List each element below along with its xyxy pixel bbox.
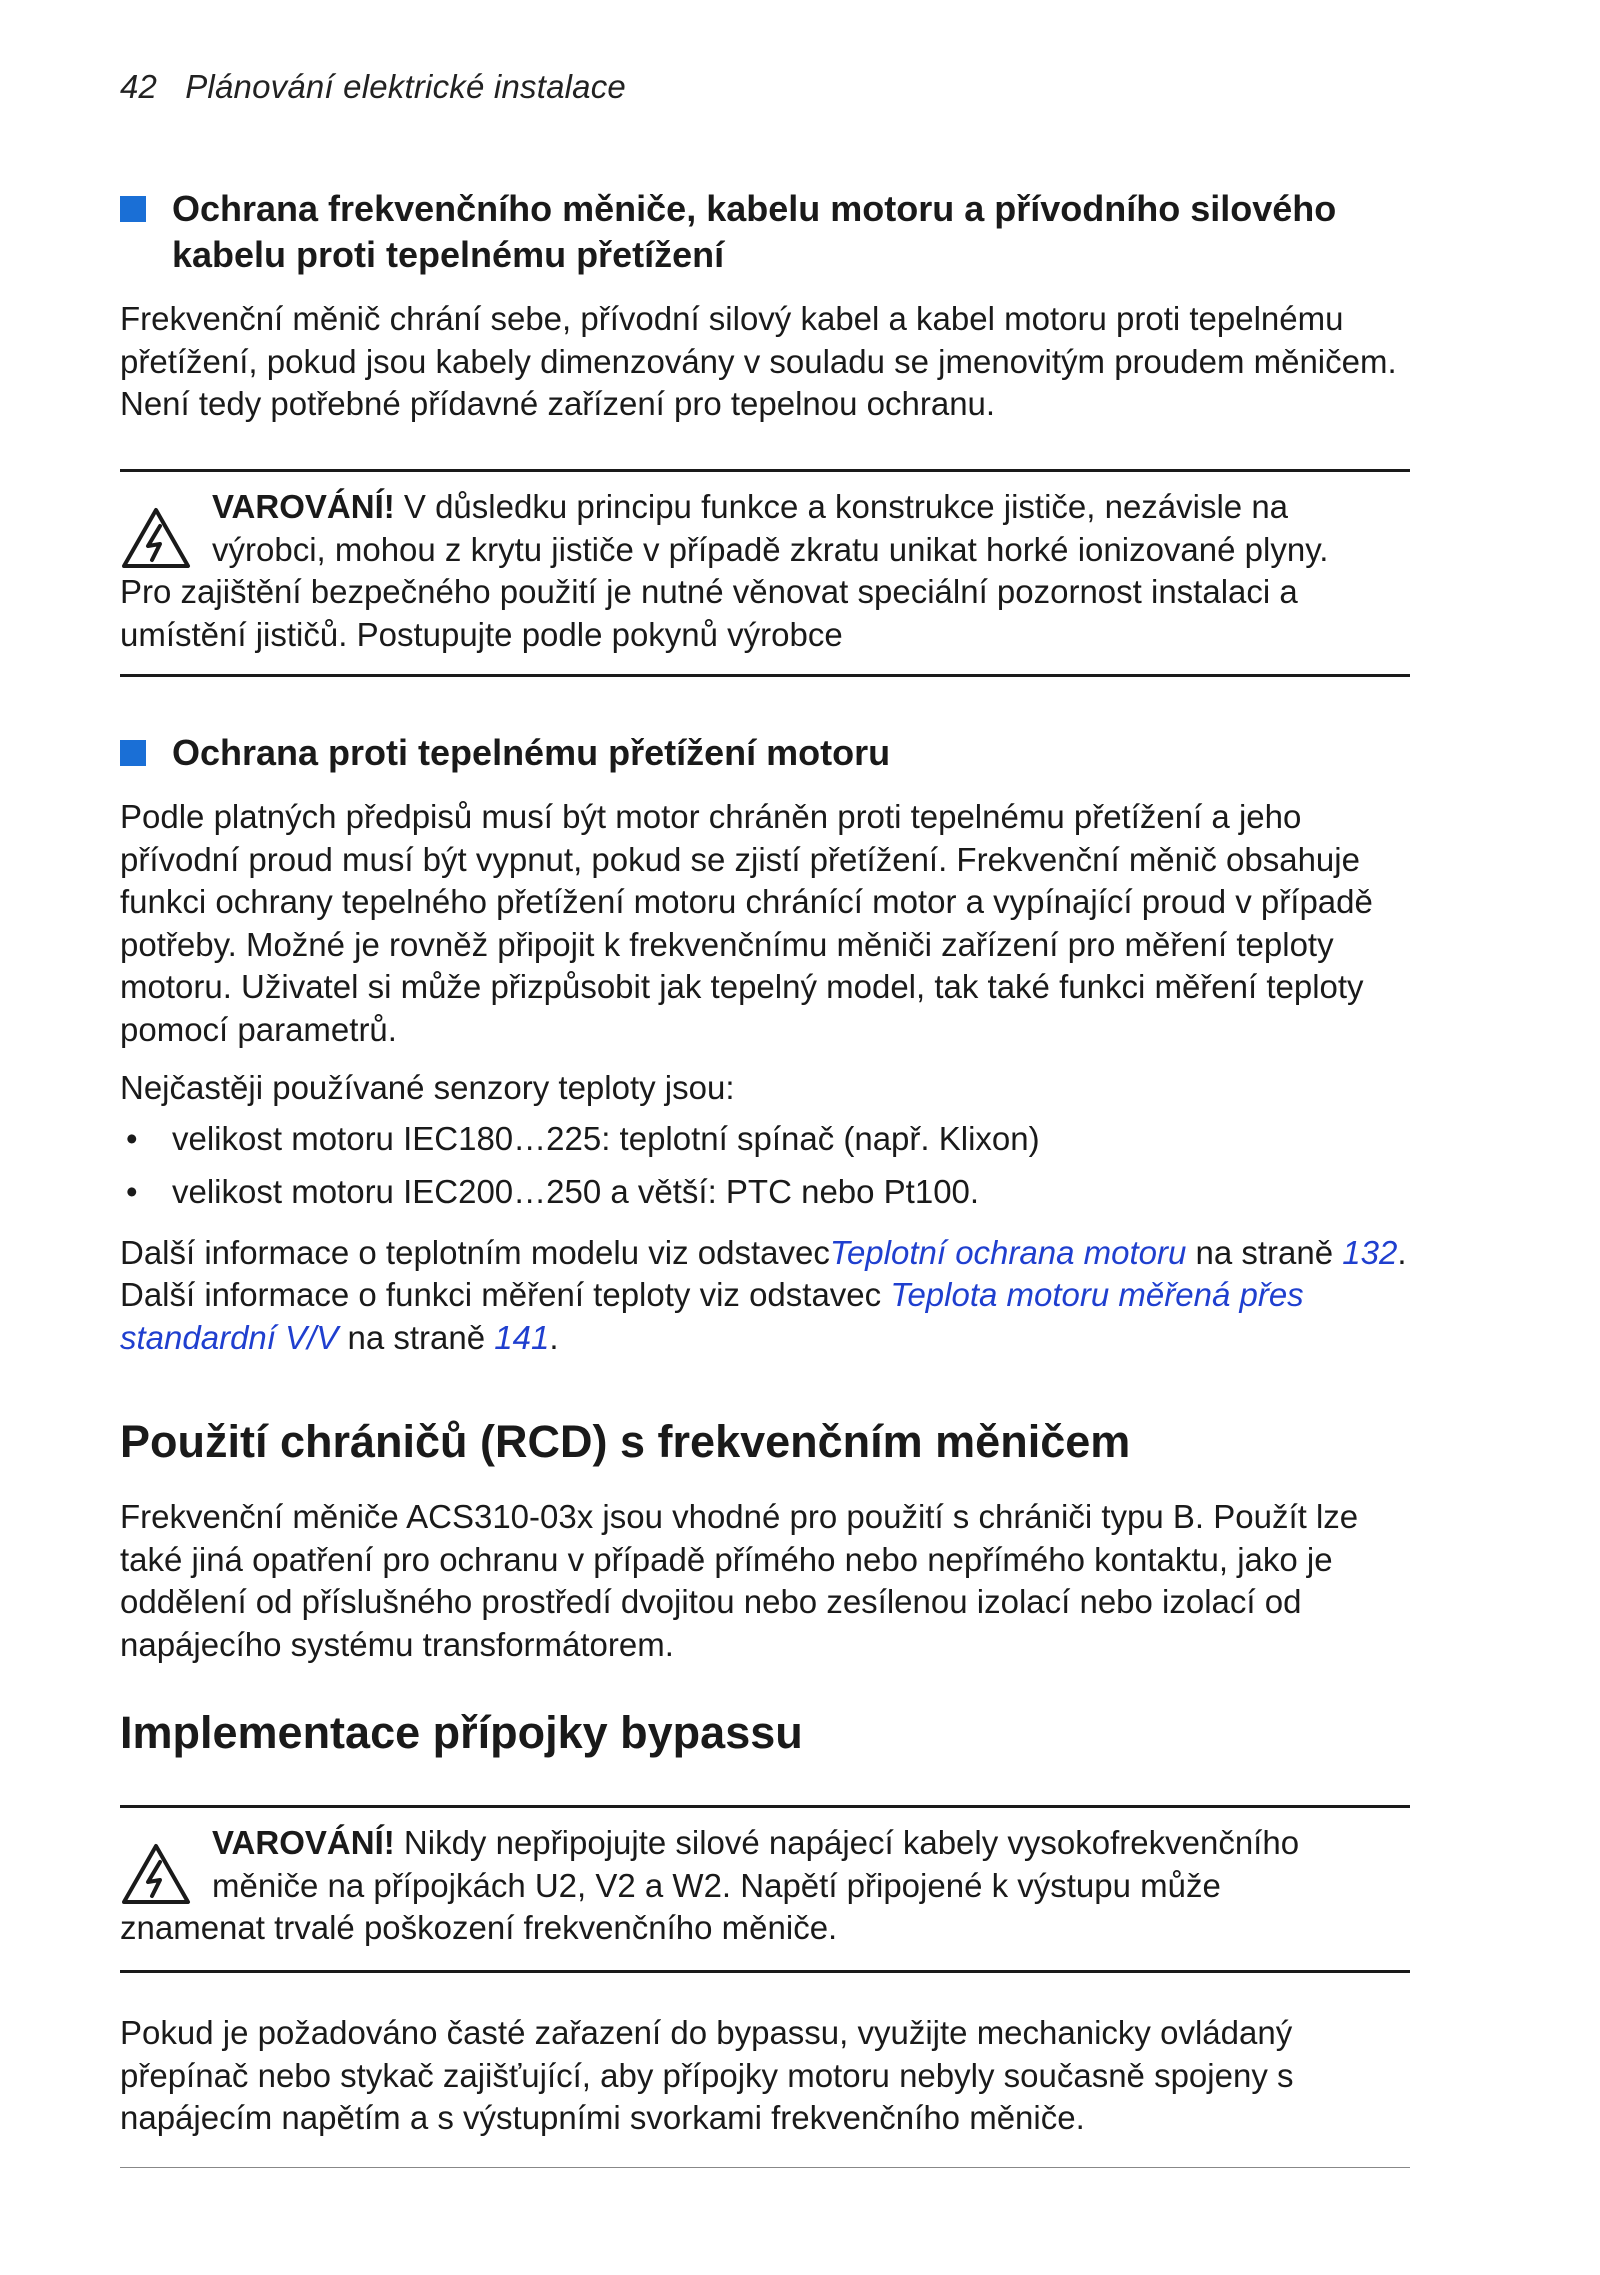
warning-box <box>120 1822 1410 1950</box>
page-bottom-rule <box>120 2167 1410 2168</box>
link-motor-temperature[interactable]: Teplota motoru měřená přes standardní V/V <box>120 1276 1304 1356</box>
warning-text: VAROVÁNÍ! V důsledku principu funkce a konstrukce jističe, nezávisle na výrobci, mohou z krytu jističe v případě zkratu unikat horké ionizované plyny. <box>212 488 1329 568</box>
section-paragraph: Frekvenční měnič chrání sebe, přívodní silový kabel a kabel motoru proti tepelnému přetížení, pokud jsou kabely dimenzovány v souladu se jmenovitým proudem měničem. Není tedy potřebné přídavné zařízení pro tepelnou ochranu. <box>120 300 1397 422</box>
section-bypass <box>120 1705 1410 1761</box>
warning-label: VAROVÁNÍ! <box>212 488 395 525</box>
link-page-132[interactable]: 132 <box>1342 1233 1398 1271</box>
section-heading: Implementace přípojky bypassu <box>120 1707 803 1758</box>
warning-triangle-icon <box>120 1842 192 1906</box>
warning-bottom-rule <box>120 674 1410 677</box>
list-item: • velikost motoru IEC200…250 a větší: PTC nebo Pt100. <box>120 1165 1410 1218</box>
chapter-title: Plánování elektrické instalace <box>185 68 626 105</box>
warning-top-rule <box>120 469 1410 472</box>
page-number: 42 <box>120 68 158 105</box>
more-info-paragraph: Další informace o teplotním modelu viz odstavecTeplotní ochrana motoru na straně 132. Další informace o funkci měření teploty viz odstavec Teplota motoru měřená přes standardní V/V na straně 141. <box>120 1233 1407 1356</box>
section-heading: Použití chráničů (RCD) s frekvenčním měničem <box>120 1416 1131 1467</box>
warning-top-rule <box>120 1805 1410 1808</box>
sensors-intro: Nejčastěji používané senzory teploty jsou: <box>120 1069 735 1106</box>
section-paragraph: Frekvenční měniče ACS310-03x jsou vhodné pro použití s chrániči typu B. Použít lze také jiná opatření pro ochranu v případě přímého nebo nepřímého kontaktu, jako je oddělení od příslušného prostředí dvojitou nebo zesílenou izolací nebo izolací od napájecího systému transformátorem. <box>120 1498 1359 1663</box>
section-paragraph: Podle platných předpisů musí být motor chráněn proti tepelnému přetížení a jeho přívodní proud musí být vypnut, pokud se zjistí přetížení. Frekvenční měnič obsahuje funkci ochrany tepelného přetížení motoru chránící motor a vypínající proud v případě potřeby. Možné je rovněž připojit k frekvenčnímu měniči zařízení pro měření teploty motoru. Uživatel si může přizpůsobit jak tepelný model, tak také funkci měření teploty pomocí parametrů. <box>120 798 1373 1048</box>
section-heading: Ochrana proti tepelnému přetížení motoru <box>120 730 1410 776</box>
warning-text-continued: znamenat trvalé poškození frekvenčního měniče. <box>120 1909 838 1946</box>
bypass-paragraph-block <box>120 2012 1410 2140</box>
section-rcd <box>120 1414 1410 1666</box>
warning-label: VAROVÁNÍ! <box>212 1824 395 1861</box>
link-thermal-protection[interactable]: Teplotní ochrana motoru <box>829 1233 1187 1271</box>
link-page-141[interactable]: 141 <box>494 1318 550 1356</box>
running-header <box>120 68 626 106</box>
section-thermal-protection-drive <box>120 186 1410 426</box>
warning-text-continued: Pro zajištění bezpečného použití je nutné věnovat speciální pozornost instalaci a umístění jističů. Postupujte podle pokynů výrobce <box>120 573 1298 653</box>
square-bullet-icon <box>120 740 146 766</box>
list-item: • velikost motoru IEC180…225: teplotní spínač (např. Klixon) <box>120 1112 1410 1165</box>
square-bullet-icon <box>120 196 146 222</box>
warning-box <box>120 486 1410 656</box>
sensor-list <box>120 1112 1410 1218</box>
section-heading: Ochrana frekvenčního měniče, kabelu motoru a přívodního silového kabelu proti tepelnému přetížení <box>120 186 1410 278</box>
warning-triangle-icon <box>120 506 192 570</box>
section-motor-thermal-protection <box>120 730 1410 1359</box>
warning-text: VAROVÁNÍ! Nikdy nepřipojujte silové napájecí kabely vysokofrekvenčního měniče na přípojkách U2, V2 a W2. Napětí připojené k výstupu může <box>212 1824 1300 1904</box>
section-paragraph: Pokud je požadováno časté zařazení do bypassu, využijte mechanicky ovládaný přepínač nebo stykač zajišťující, aby přípojky motoru nebyly současně spojeny s napájecím napětím a s výstupními svorkami frekvenčního měniče. <box>120 2014 1294 2136</box>
warning-bottom-rule <box>120 1970 1410 1973</box>
